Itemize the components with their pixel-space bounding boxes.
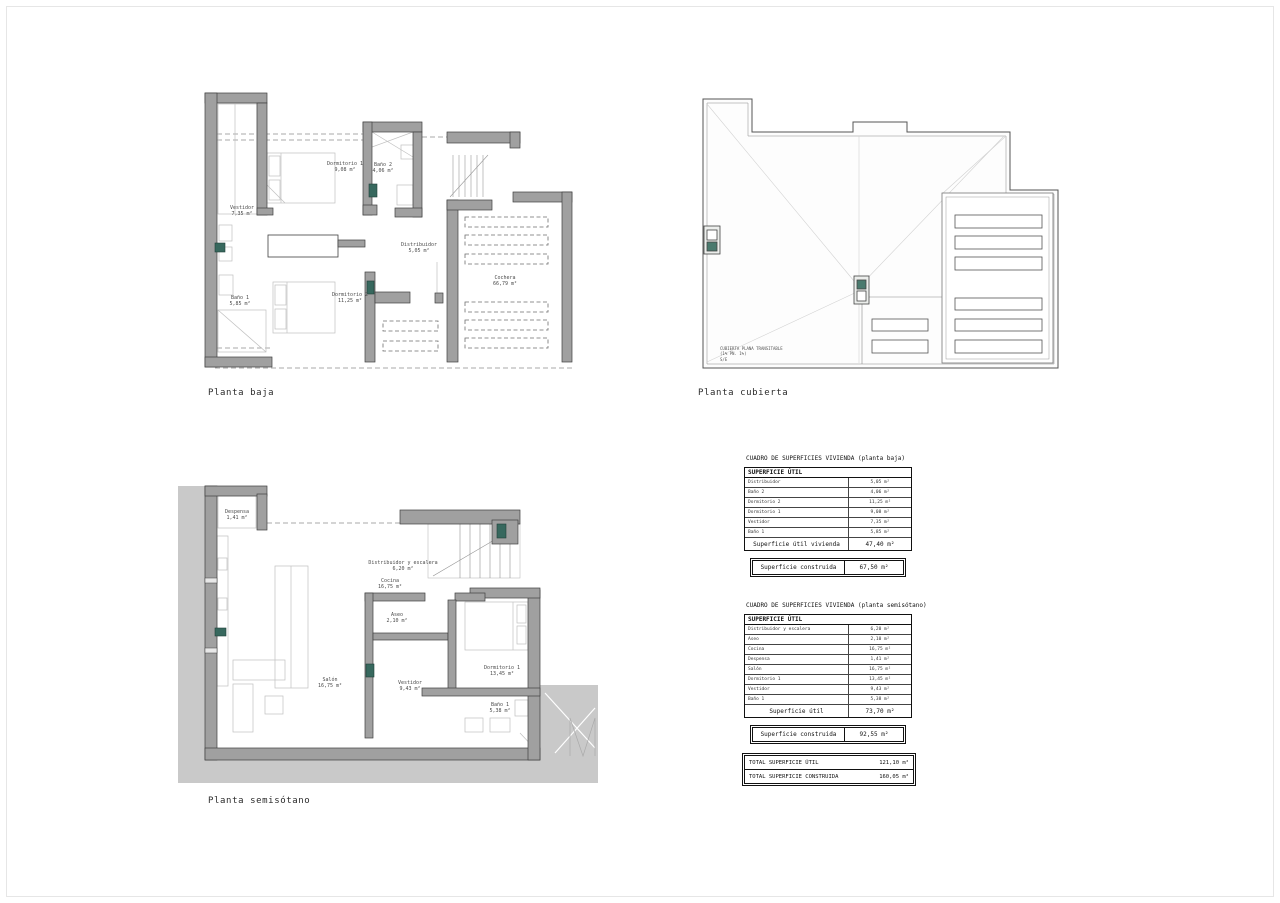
room-label-despensa: Despensa 1,41 m² bbox=[224, 508, 250, 521]
room-label-distribuidor: Distribuidor 5,05 m² bbox=[400, 241, 438, 254]
table-row: Dormitorio 1 13,45 m² bbox=[745, 675, 911, 685]
planta-semisotano-drawing bbox=[175, 478, 600, 788]
roof-note: CUBIERTA PLANA TRANSITABLE (1% PN. 1%) S/E bbox=[720, 346, 783, 362]
table-header: SUPERFICIE ÚTIL bbox=[745, 468, 911, 478]
room-label-bano2: Baño 2 4,06 m² bbox=[372, 161, 394, 174]
caption-planta-cubierta: Planta cubierta bbox=[698, 388, 789, 398]
room-label-cochera: Cochera 66,79 m² bbox=[492, 274, 518, 287]
room-label-vestidor-semi: Vestidor 9,43 m² bbox=[397, 679, 423, 692]
table-title: CUADRO DE SUPERFICIES VIVIENDA (planta baja) bbox=[746, 455, 905, 462]
floorplan-planta-cubierta bbox=[690, 90, 1070, 380]
table bbox=[744, 467, 912, 551]
total-construida-row: TOTAL SUPERFICIE CONSTRUIDA 160,05 m² bbox=[749, 773, 909, 780]
room-label-salon: Salón 16,75 m² bbox=[317, 676, 343, 689]
table-row: Baño 1 5,38 m² bbox=[745, 695, 911, 705]
table-row: Baño 1 5,85 m² bbox=[745, 528, 911, 538]
table-row: Baño 2 4,06 m² bbox=[745, 488, 911, 498]
table-row: Despensa 1,41 m² bbox=[745, 655, 911, 665]
table-row: Vestidor 9,43 m² bbox=[745, 685, 911, 695]
floorplan-planta-baja bbox=[195, 85, 585, 385]
room-label-dormitorio1-semi: Dormitorio 1 13,45 m² bbox=[483, 664, 521, 677]
built-surface-box: Superficie construida 92,55 m² bbox=[752, 727, 904, 742]
table-row: Salón 16,75 m² bbox=[745, 665, 911, 675]
planta-cubierta-drawing bbox=[690, 90, 1070, 380]
room-label-distribuidor-escalera: Distribuidor y escalera 6,20 m² bbox=[368, 559, 438, 572]
room-label-dormitorio2: Dormitorio 2 11,25 m² bbox=[331, 291, 369, 304]
room-label-bano1-semi: Baño 1 5,38 m² bbox=[489, 701, 511, 714]
built-surface-box: Superficie construida 67,50 m² bbox=[752, 560, 904, 575]
table-row: Cocina 16,75 m² bbox=[745, 645, 911, 655]
totals-box bbox=[744, 755, 914, 784]
table-total-row: Superficie útil vivienda 47,40 m² bbox=[745, 538, 911, 550]
table-row: Distribuidor y escalera 6,20 m² bbox=[745, 625, 911, 635]
table-row: Vestidor 7,35 m² bbox=[745, 518, 911, 528]
total-util-row: TOTAL SUPERFICIE ÚTIL 121,10 m² bbox=[745, 756, 913, 770]
surface-table-planta-baja bbox=[744, 455, 912, 575]
room-label-cocina: Cocina 16,75 m² bbox=[377, 577, 403, 590]
table-header: SUPERFICIE ÚTIL bbox=[745, 615, 911, 625]
table-row: Dormitorio 1 9,08 m² bbox=[745, 508, 911, 518]
room-label-aseo: Aseo 2,10 m² bbox=[386, 611, 408, 624]
caption-planta-semisotano: Planta semisótano bbox=[208, 796, 311, 806]
table-row: Aseo 2,10 m² bbox=[745, 635, 911, 645]
room-label-vestidor: Vestidor 7,35 m² bbox=[229, 204, 255, 217]
room-label-dormitorio1: Dormitorio 1 9,08 m² bbox=[326, 160, 364, 173]
table-total-row: Superficie útil 73,70 m² bbox=[745, 705, 911, 717]
caption-planta-baja: Planta baja bbox=[208, 388, 275, 398]
floorplan-planta-semisotano bbox=[175, 478, 600, 788]
planta-baja-drawing bbox=[195, 85, 585, 385]
table-row: Distribuidor 5,05 m² bbox=[745, 478, 911, 488]
room-label-bano1: Baño 1 5,85 m² bbox=[229, 294, 251, 307]
table-title: CUADRO DE SUPERFICIES VIVIENDA (planta semisótano) bbox=[746, 602, 927, 609]
surface-table-planta-semisotano bbox=[744, 602, 927, 742]
table bbox=[744, 614, 912, 718]
table-row: Dormitorio 2 11,25 m² bbox=[745, 498, 911, 508]
